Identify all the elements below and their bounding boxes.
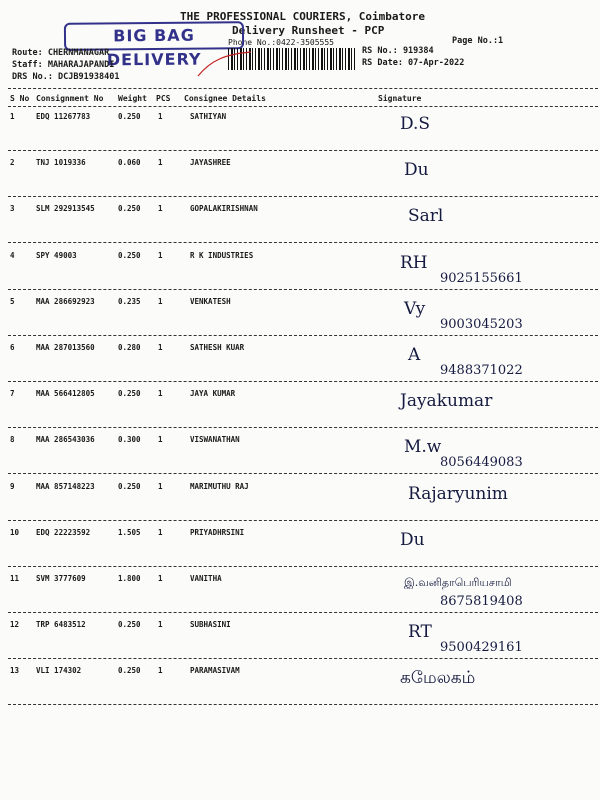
row-weight: 0.250 [118, 481, 141, 491]
row-divider [8, 473, 598, 474]
col-consignment: Consignment No [36, 94, 104, 103]
row-pcs: 1 [158, 481, 163, 491]
row-sno: 6 [10, 343, 15, 352]
row-consignee: VISWANATHAN [190, 435, 240, 445]
row-weight: 0.250 [118, 250, 141, 260]
row-signature: D.S [400, 114, 431, 134]
page-number: Page No.:1 [452, 36, 504, 46]
row-divider [8, 381, 598, 382]
row-sno: 7 [10, 389, 15, 399]
row-consignee: MARIMUTHU RAJ [190, 481, 249, 491]
row-consignee: PRIYADHRSINI [190, 527, 245, 537]
company-title: THE PROFESSIONAL COURIERS, Coimbatore [180, 10, 426, 23]
row-signature: இ.வனிதாபெரியசாமி [404, 576, 512, 589]
row-divider [8, 658, 598, 659]
row-consignment: MAA 857148223 [36, 481, 95, 491]
col-signature: Signature [378, 94, 422, 103]
row-signature-phone: 9025155661 [440, 270, 523, 286]
row-consignment: VLI 174302 [36, 666, 82, 676]
row-weight: 1.800 [118, 574, 141, 583]
row-pcs: 1 [158, 389, 163, 399]
row-sno: 9 [10, 481, 15, 491]
row-consignee: SATHIYAN [190, 112, 227, 121]
row-weight: 0.060 [118, 158, 141, 168]
row-signature-phone: 8056449083 [440, 455, 523, 471]
row-weight: 0.250 [118, 204, 141, 214]
row-signature: Du [400, 529, 425, 550]
row-consignment: TRP 6483512 [36, 620, 86, 630]
row-weight: 0.300 [118, 435, 141, 445]
drs-label: DRS No.: DCJB91938401 [12, 72, 120, 82]
row-pcs: 1 [158, 435, 163, 445]
row-weight: 0.250 [118, 112, 141, 121]
row-pcs: 1 [158, 158, 163, 168]
row-pcs: 1 [158, 343, 163, 352]
row-consignment: MAA 286692923 [36, 296, 95, 306]
row-consignee: VENKATESH [190, 296, 231, 306]
row-divider [8, 566, 598, 567]
row-signature-phone: 9500429161 [440, 640, 523, 656]
row-consignment: SPY 49003 [36, 250, 77, 260]
row-sno: 1 [10, 112, 15, 121]
row-consignment: SVM 3777609 [36, 574, 86, 583]
row-divider [8, 242, 598, 243]
row-consignment: EDQ 22223592 [36, 527, 91, 537]
row-weight: 1.505 [118, 527, 141, 537]
row-consignment: SLM 292913545 [36, 204, 95, 214]
row-consignee: R K INDUSTRIES [190, 250, 254, 260]
route-label: Route: CHERNMANAGAR [12, 48, 110, 58]
row-sno: 8 [10, 435, 15, 445]
row-pcs: 1 [158, 112, 163, 121]
row-signature: Jayakumar [400, 391, 493, 412]
row-pcs: 1 [158, 527, 163, 537]
row-signature: RH [400, 252, 428, 273]
row-signature: M.w [404, 437, 442, 458]
row-signature: கமேலகம் [400, 668, 476, 689]
row-pcs: 1 [158, 666, 163, 676]
row-sno: 13 [10, 666, 20, 676]
staff-label: Staff: MAHARAJAPANDI [12, 60, 115, 70]
row-divider [8, 612, 598, 613]
row-sno: 5 [10, 296, 15, 306]
row-consignment: EDQ 11267783 [36, 112, 91, 121]
row-weight: 0.250 [118, 620, 141, 630]
row-pcs: 1 [158, 296, 163, 306]
row-divider [8, 704, 598, 705]
row-signature-phone: 9003045203 [440, 316, 523, 332]
rs-number: RS No.: 919384 [362, 46, 434, 56]
header-divider [8, 88, 598, 89]
row-signature-phone: 9488371022 [440, 363, 523, 378]
row-sno: 10 [10, 527, 20, 537]
column-divider [8, 106, 598, 107]
row-signature: Sarl [408, 206, 444, 227]
row-consignment: MAA 566412805 [36, 389, 95, 399]
row-consignment: TNJ 1019336 [36, 158, 86, 168]
row-sno: 3 [10, 204, 15, 214]
row-consignee: PARAMASIVAM [190, 666, 240, 676]
row-divider [8, 289, 598, 290]
row-consignment: MAA 287013560 [36, 343, 95, 352]
row-consignee: JAYASHREE [190, 158, 231, 168]
row-consignee: JAYA KUMAR [190, 389, 236, 399]
row-divider [8, 150, 598, 151]
row-signature-phone: 8675819408 [440, 594, 523, 609]
row-consignment: MAA 286543036 [36, 435, 95, 445]
row-consignee: SATHESH KUAR [190, 343, 245, 352]
row-pcs: 1 [158, 620, 163, 630]
row-divider [8, 196, 598, 197]
row-sno: 11 [10, 574, 20, 583]
row-sno: 12 [10, 620, 20, 630]
row-pcs: 1 [158, 250, 163, 260]
row-weight: 0.250 [118, 389, 141, 399]
row-divider [8, 427, 598, 428]
row-divider [8, 520, 598, 521]
row-weight: 0.280 [118, 343, 141, 352]
pen-scribble-icon [196, 50, 256, 80]
row-signature: Rajaryunim [408, 483, 508, 504]
row-pcs: 1 [158, 204, 163, 214]
phone-number: Phone No.:0422-3505555 [228, 38, 334, 47]
col-sno: S No [10, 94, 30, 103]
col-pcs: PCS [156, 94, 171, 103]
runsheet-title: Delivery Runsheet - PCP [232, 24, 385, 37]
row-weight: 0.250 [118, 666, 141, 676]
row-weight: 0.235 [118, 296, 141, 306]
row-consignee: GOPALAKIRISHNAN [190, 204, 258, 214]
col-weight: Weight [118, 94, 147, 103]
col-consignee: Consignee Details [184, 94, 266, 103]
big-bag-delivery-stamp: BIG BAG DELIVERY [64, 21, 244, 51]
row-sno: 4 [10, 250, 15, 260]
row-consignee: VANITHA [190, 574, 222, 583]
row-signature: A [408, 345, 421, 365]
row-divider [8, 335, 598, 336]
row-consignee: SUBHASINI [190, 620, 231, 630]
row-signature: Du [404, 160, 429, 181]
row-sno: 2 [10, 158, 15, 168]
row-signature: RT [408, 622, 432, 643]
rs-date: RS Date: 07-Apr-2022 [362, 58, 465, 68]
row-pcs: 1 [158, 574, 163, 583]
row-signature: Vy [404, 298, 426, 319]
